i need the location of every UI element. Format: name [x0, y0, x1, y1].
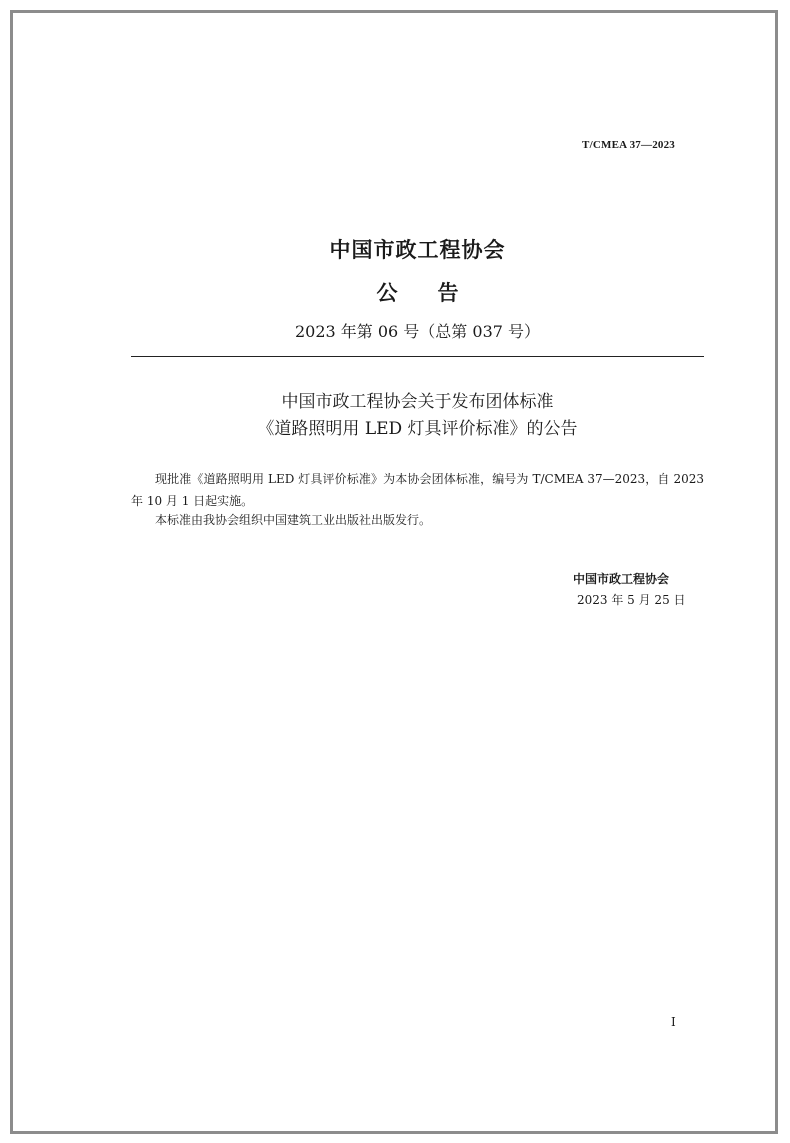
subject-line-2: 《道路照明用 LED 灯具评价标准》的公告 [257, 419, 578, 439]
notice-number: 2023 年第 06 号（总第 037 号） [294, 322, 541, 341]
standard-code: T/CMEA 37—2023 [582, 139, 675, 151]
signature-organization: 中国市政工程协会 [573, 572, 670, 586]
notice-heading: 公告 [376, 281, 499, 305]
signature-date: 2023 年 5 月 25 日 [577, 593, 686, 607]
issuing-organization-title: 中国市政工程协会 [329, 238, 506, 262]
signature-block [573, 569, 686, 611]
subject-line-1: 中国市政工程协会关于发布团体标准 [281, 392, 554, 412]
page-number: I [671, 1015, 676, 1029]
body-paragraph-publisher: 本标准由我协会组织中国建筑工业出版社出版发行。 [155, 513, 432, 527]
divider-line [131, 356, 704, 357]
page [10, 10, 778, 1134]
body-paragraph-approval: 现批准《道路照明用 LED 灯具评价标准》为本协会团体标准，编号为 T/CMEA 37—2023，自 2023 年 10 月 1 日起实施。 [131, 472, 704, 508]
